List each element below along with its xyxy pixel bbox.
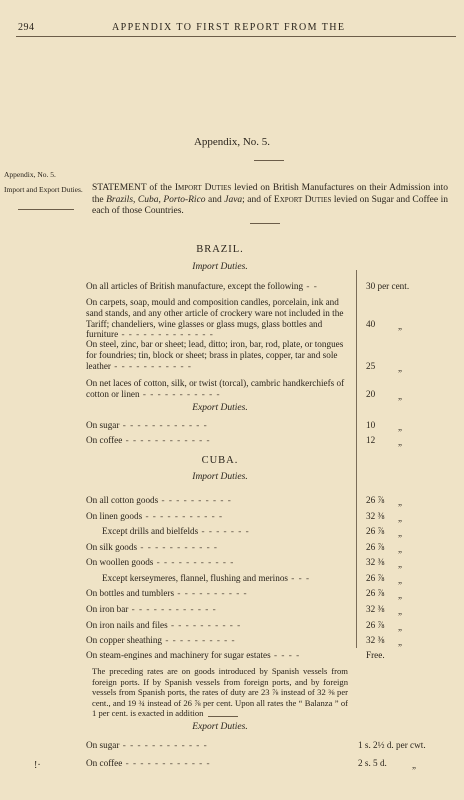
row-text: On bottles and tumblers — [86, 588, 175, 598]
row-text: On iron nails and files — [86, 620, 168, 630]
row-value: 26 ⅞ — [366, 573, 385, 583]
brazil-export-row — [86, 420, 352, 431]
running-title: APPENDIX TO FIRST REPORT FROM THE — [112, 22, 346, 33]
row-leader: - - - - - - - - - - - — [139, 388, 221, 399]
ditto-mark: „ — [398, 437, 402, 447]
cuba-import-row — [102, 526, 352, 537]
row-value: 30 per cent. — [366, 281, 410, 291]
row-text: On steel, zinc, bar or sheet; lead, ditto; iron, bar, rod, plate, or tongues for foundries; tin, block or sheet; brass in plates, copper, tar and sole leather — [86, 339, 344, 371]
row-value: 10 — [366, 420, 376, 430]
ditto-mark: „ — [398, 590, 402, 600]
cuba-import-row — [102, 573, 352, 584]
ditto-mark: „ — [398, 575, 402, 585]
row-text: On steam-engines and machinery for sugar estates — [86, 650, 271, 660]
brazil-heading: BRAZIL. — [196, 244, 244, 255]
statement-part: levied on British Manufactures on their Admission into the — [92, 183, 448, 205]
cuba-import-row — [86, 650, 352, 661]
row-value: 32 ⅜ — [366, 557, 385, 567]
margin-note-appendix: Appendix, No. 5. — [4, 170, 56, 179]
brazil-import-heading: Import Duties. — [192, 262, 248, 272]
row-text: On coffee — [86, 758, 123, 768]
statement-export-duties: Export Duties — [273, 194, 332, 205]
row-leader: - - - — [288, 573, 311, 583]
brazil-import-row — [86, 378, 352, 400]
row-leader: - - - - - - - - - - — [162, 635, 236, 645]
ditto-mark: „ — [398, 606, 402, 616]
brazil-export-row — [86, 435, 352, 446]
row-leader: - - — [303, 281, 318, 291]
row-leader: - - - - - - - - - - - - — [119, 740, 208, 750]
row-text: On net laces of cotton, silk, or twist (torcal), cambric handkerchiefs of cotton or linen — [86, 378, 345, 399]
margin-mark: !· — [34, 760, 41, 771]
row-value-free: Free. — [366, 650, 385, 660]
row-text: On linen goods — [86, 511, 143, 521]
row-value: 32 ⅜ — [366, 635, 385, 645]
ditto-mark: „ — [398, 363, 402, 373]
row-leader: - - - - - - - — [198, 526, 250, 536]
statement-import-duties: Import Duties — [174, 183, 232, 193]
statement-part: levied on Sugar and Coffee in each of those Countries. — [92, 194, 448, 216]
row-leader: - - - - - - - - - - — [167, 620, 242, 630]
row-leader: - - - - — [270, 650, 301, 660]
row-leader: - - - - - - - - - - - — [142, 511, 224, 521]
ditto-mark: „ — [398, 321, 402, 331]
row-value: 1 s. 2½ d. per cwt. — [358, 740, 426, 750]
cuba-import-row — [86, 511, 352, 522]
row-leader: - - - - - - - - - - - - — [122, 758, 211, 768]
row-value: 26 ⅞ — [366, 542, 385, 552]
brazil-import-row — [86, 339, 352, 371]
brazil-import-row — [86, 297, 352, 340]
row-leader: - - - - - - - - - - — [158, 495, 232, 505]
row-text: On carpets, soap, mould and composition candles, porcelain, ink and sand stands, and any other article of crockery ware not included in the Tariff; chandeliers, wine glasses or glass mugs, glass bottles and furniture — [86, 297, 344, 340]
row-leader: - - - - - - - - - - — [174, 588, 248, 598]
appendix-title: Appendix, No. 5. — [193, 136, 271, 148]
row-value: 26 ⅞ — [366, 495, 385, 505]
statement-rule — [250, 223, 280, 224]
ditto-mark: „ — [398, 637, 402, 647]
row-text: On all cotton goods — [86, 495, 159, 505]
statement-part: and — [205, 194, 225, 205]
row-leader: - - - - - - - - - - - - — [128, 604, 217, 614]
row-text: On iron bar — [86, 604, 129, 614]
ditto-mark: „ — [398, 622, 402, 632]
ditto-mark: „ — [398, 513, 402, 523]
cuba-note: The preceding rates are on goods introduced by Spanish vessels from foreign ports. If by Spanish vessels from foreign ports, and by foreign vessels from Spanish ports, the rates of duty are 23 ⅞ instead of 32 ⅜ per cent., and 19 ¾ instead of 26 ⅞ per cent. Upon all rates the “ Balanza ” of 1 per cent. is exacted in addition — [92, 666, 348, 719]
statement-java: Java — [224, 194, 243, 205]
ditto-mark: „ — [398, 528, 402, 538]
cuba-import-row — [86, 542, 352, 553]
header-rule — [16, 36, 456, 37]
row-value: 40 — [366, 319, 376, 329]
row-text: On all articles of British manufacture, except the following — [86, 281, 304, 291]
row-text: On sugar — [86, 420, 120, 430]
appendix-rule — [254, 160, 284, 161]
row-leader: - - - - - - - - - - - — [137, 542, 218, 552]
row-value: 32 ⅜ — [366, 511, 385, 521]
margin-note-duties: Import and Export Duties. — [4, 185, 83, 194]
row-value: 2 s. 5 d. — [358, 758, 387, 768]
cuba-import-row — [86, 604, 352, 615]
ditto-mark: „ — [398, 544, 402, 554]
row-leader: - - - - - - - - - - - — [153, 557, 235, 567]
cuba-import-heading: Import Duties. — [192, 472, 248, 482]
column-divider — [356, 270, 357, 648]
ditto-mark: „ — [398, 559, 402, 569]
brazil-import-row — [86, 281, 352, 292]
cuba-import-row — [86, 635, 352, 646]
cuba-export-row — [86, 740, 352, 751]
row-text: Except kerseymeres, flannel, flushing and merinos — [102, 573, 288, 583]
statement-part: ; and of — [242, 194, 274, 205]
ditto-mark: „ — [398, 497, 402, 507]
row-leader: - - - - - - - - - - - - — [122, 435, 211, 445]
cuba-import-row — [86, 588, 352, 599]
cuba-heading: CUBA. — [201, 455, 239, 466]
brazil-export-heading: Export Duties. — [192, 403, 248, 413]
note-rule — [208, 716, 238, 717]
statement-heading — [92, 183, 448, 218]
row-value: 26 ⅞ — [366, 620, 385, 630]
statement-part: STATEMENT of the — [92, 183, 175, 193]
cuba-import-row — [86, 620, 352, 631]
row-text: On silk goods — [86, 542, 138, 552]
row-text: Except drills and bielfelds — [102, 526, 199, 536]
row-text: On woollen goods — [86, 557, 154, 567]
ditto-mark: „ — [398, 422, 402, 432]
statement-countries: Brazils, Cuba, Porto-Rico — [106, 194, 206, 205]
page-number: 294 — [18, 22, 35, 33]
row-text: On coffee — [86, 435, 123, 445]
row-value: 26 ⅞ — [366, 588, 385, 598]
row-leader: - - - - - - - - - - - — [111, 360, 192, 371]
row-text: On copper sheathing — [86, 635, 163, 645]
cuba-export-row — [86, 758, 352, 769]
ditto-mark: „ — [412, 760, 416, 770]
ditto-mark: „ — [398, 391, 402, 401]
row-value: 12 — [366, 435, 376, 445]
row-text: On sugar — [86, 740, 120, 750]
cuba-export-heading: Export Duties. — [192, 722, 248, 732]
margin-rule — [18, 209, 74, 210]
row-value: 32 ⅜ — [366, 604, 385, 614]
row-leader: - - - - - - - - - - - - - — [118, 329, 214, 340]
row-value: 25 — [366, 361, 376, 371]
cuba-import-row — [86, 495, 352, 506]
cuba-import-row — [86, 557, 352, 568]
row-leader: - - - - - - - - - - - - — [119, 420, 208, 430]
row-value: 20 — [366, 389, 376, 399]
row-value: 26 ⅞ — [366, 526, 385, 536]
